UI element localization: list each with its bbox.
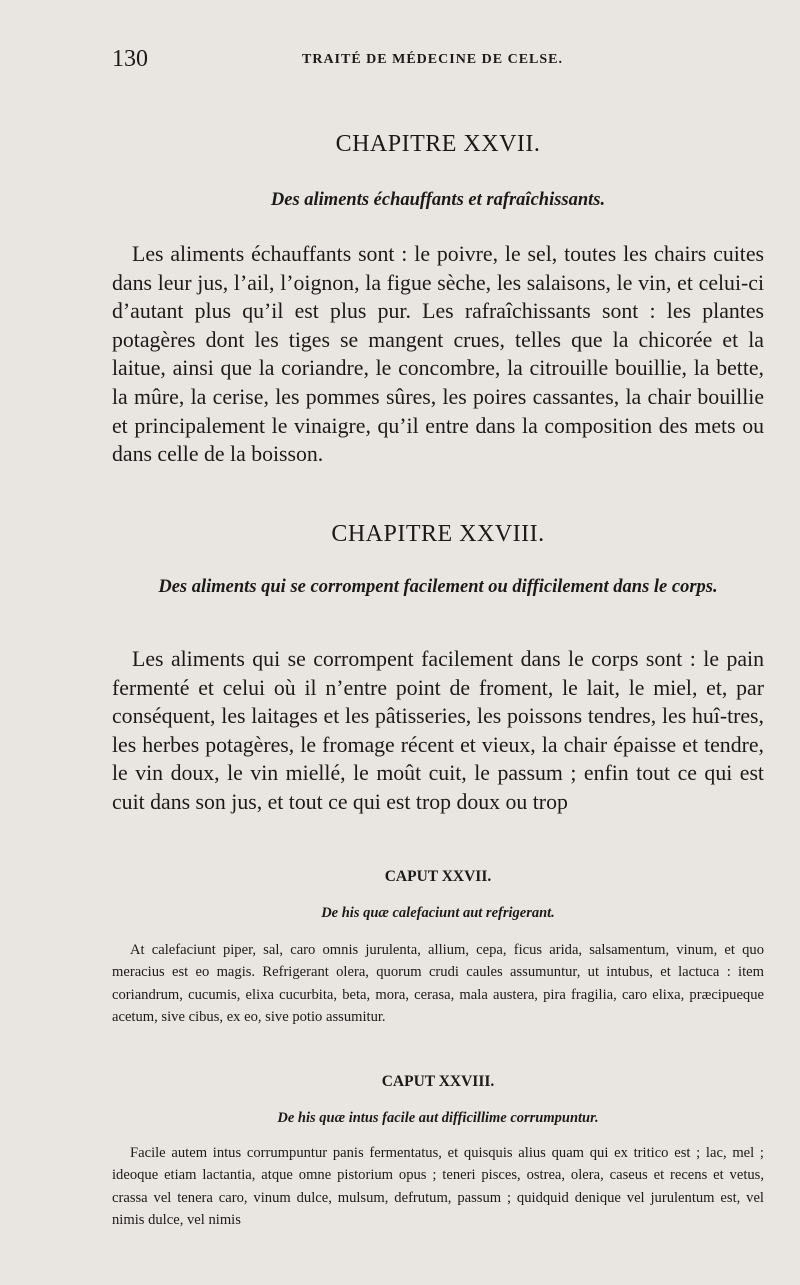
chapter-28-subtitle: Des aliments qui se corrompent facilement ou difficilement dans le corps. bbox=[158, 577, 718, 597]
page-number: 130 bbox=[112, 46, 148, 72]
chapter-28-text: Les aliments qui se corrompent facilement dans le corps sont : le pain fermenté et celui où il n’entre point de froment, le lait, le miel, et, par conséquent, les laitages et les pâtisseries, les poissons tendres, les huî-tres, les herbes potagères, le fromage récent et vieux, la chair épaisse et tendre, le vin doux, le vin miellé, le moût cuit, le passum ; enfin tout ce qui est cuit dans son jus, et tout ce qui est trop doux ou trop bbox=[112, 647, 764, 814]
caput-28-heading: CAPUT XXVIII. bbox=[381, 1073, 495, 1090]
running-head bbox=[112, 46, 580, 76]
caput-27-text: At calefaciunt piper, sal, caro omnis jurulenta, allium, cepa, ficus arida, salsamentum, vinum, et quo meracius est eo magis. Refrigerant olera, quorum crudi caules assumuntur, ut intubus, et lactuca : item coriandrum, cucumis, elixa cucurbita, beta, mora, cerasa, mala austera, pira fragilia, caro elixa, præcipueque acetum, sive cibus, ex eo, sive potio assumitur. bbox=[112, 942, 764, 1026]
caput-27-subtitle: De his quæ calefaciunt aut refrigerant. bbox=[321, 905, 555, 921]
chapter-28-heading: CHAPITRE XXVIII. bbox=[331, 521, 545, 547]
chapter-27-subtitle: Des aliments échauffants et rafraîchissants. bbox=[270, 190, 606, 210]
running-title: TRAITÉ DE MÉDECINE DE CELSE. bbox=[302, 52, 563, 67]
caput-28-subtitle: De his quæ intus facile aut difficillime corrumpuntur. bbox=[277, 1110, 599, 1126]
caput-28-text: Facile autem intus corrumpuntur panis fermentatus, et quisquis alius quam qui ex tritico est ; lac, mel ; ideoque etiam lactantia, atque omne pistorium opus ; teneri pisces, ostrea, olera, caseus et recens et vetus, crassa vel tenera caro, vinum dulce, mulsum, defrutum, passum ; quidquid denique vel jurulentum est, vel nimis dulce, vel nimis bbox=[112, 1145, 764, 1229]
caput-27-heading: CAPUT XXVII. bbox=[384, 868, 492, 885]
chapter-27-text: Les aliments échauffants sont : le poivre, le sel, toutes les chairs cuites dans leur jus, l’ail, l’oignon, la figue sèche, les salaisons, le vin, et celui-ci d’autant plus qu’il est plus pur. Les rafraîchissants sont : les plantes potagères dont les tiges se mangent crues, telles que la chicorée et la laitue, ainsi que la coriandre, le concombre, la citrouille bouillie, la bette, la mûre, la cerise, les pommes sûres, les poires cassantes, la chair bouillie et principalement le vinaigre, qu’il entre dans la composition des mets ou dans celle de la boisson. bbox=[112, 242, 764, 467]
chapter-27-heading: CHAPITRE XXVII. bbox=[335, 131, 541, 157]
